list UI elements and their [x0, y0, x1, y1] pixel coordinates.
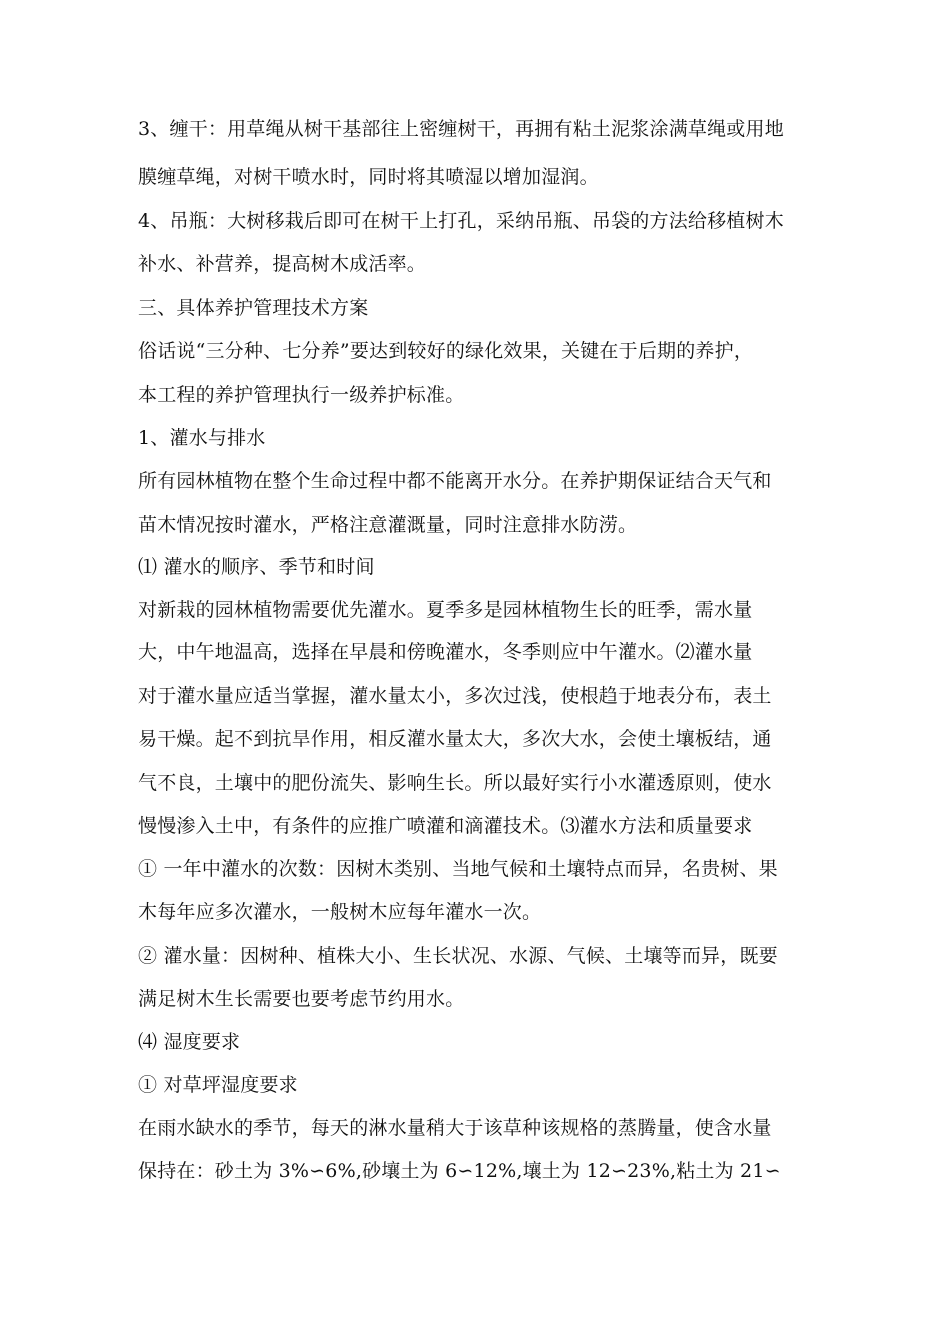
text-line: 易干燥。起不到抗旱作用，相反灌水量太大，多次大水，会使土壤板结，通	[138, 728, 772, 750]
text-line: 保持在：砂土为 3%∽6%,砂壤土为 6∽12%,壤土为 12∽23%,粘土为 21∽	[138, 1160, 781, 1182]
item-heading: ⑷ 湿度要求	[138, 1031, 241, 1053]
section-heading: 三、具体养护管理技术方案	[138, 297, 369, 319]
text-line: 在雨水缺水的季节，每天的淋水量稍大于该草种该规格的蒸腾量，使含水量	[138, 1117, 772, 1139]
text-line: 对新栽的园林植物需要优先灌水。夏季多是园林植物生长的旺季，需水量	[138, 599, 753, 621]
text-line: 慢慢渗入土中，有条件的应推广喷灌和滴灌技术。⑶灌水方法和质量要求	[138, 815, 753, 837]
text-line: 苗木情况按时灌水，严格注意灌溉量，同时注意排水防涝。	[138, 514, 638, 536]
text-line: 本工程的养护管理执行一级养护标准。	[138, 384, 465, 406]
text-line: 4、吊瓶：大树移栽后即可在树干上打孔，采纳吊瓶、吊袋的方法给移植树木	[138, 210, 784, 232]
text-line: 满足树木生长需要也要考虑节约用水。	[138, 988, 465, 1010]
text-line: 所有园林植物在整个生命过程中都不能离开水分。在养护期保证结合天气和	[138, 470, 772, 492]
text-line: 对于灌水量应适当掌握，灌水量太小，多次过浅，使根趋于地表分布，表土	[138, 685, 772, 707]
text-line: 气不良，土壤中的肥份流失、影响生长。所以最好实行小水灌透原则，使水	[138, 772, 772, 794]
text-line: 木每年应多次灌水，一般树木应每年灌水一次。	[138, 901, 542, 923]
item-heading: ⑴ 灌水的顺序、季节和时间	[138, 556, 375, 578]
text-line: 3、缠干：用草绳从树干基部往上密缠树干，再拥有粘土泥浆涂满草绳或用地	[138, 118, 784, 140]
text-line: 俗话说“三分种、七分养”要达到较好的绿化效果，关键在于后期的养护，	[138, 340, 754, 362]
text-line: ① 一年中灌水的次数：因树木类别、当地气候和土壤特点而异，名贵树、果	[138, 858, 778, 880]
text-line: ② 灌水量：因树种、植株大小、生长状况、水源、气候、土壤等而异，既要	[138, 945, 778, 967]
item-heading: ① 对草坪湿度要求	[138, 1074, 298, 1096]
subsection-heading: 1、灌水与排水	[138, 427, 266, 449]
text-line: 膜缠草绳，对树干喷水时，同时将其喷湿以增加湿润。	[138, 166, 599, 188]
text-line: 大，中午地温高，选择在早晨和傍晚灌水，冬季则应中午灌水。⑵灌水量	[138, 641, 753, 663]
text-line: 补水、补营养，提高树木成活率。	[138, 253, 427, 275]
